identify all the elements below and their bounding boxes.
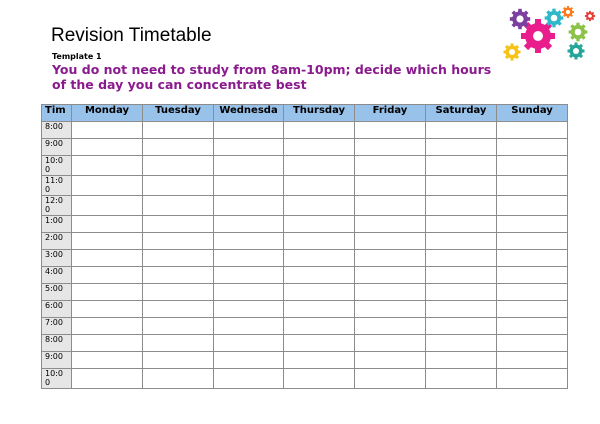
- time-column-header: Tim: [42, 105, 72, 122]
- timetable-cell[interactable]: [355, 369, 426, 389]
- timetable-cell[interactable]: [143, 122, 214, 139]
- timetable-cell[interactable]: [143, 176, 214, 196]
- timetable-cell[interactable]: [426, 216, 497, 233]
- timetable-cell[interactable]: [426, 335, 497, 352]
- timetable-cell[interactable]: [284, 216, 355, 233]
- timetable-cell[interactable]: [72, 216, 143, 233]
- timetable-cell[interactable]: [497, 267, 568, 284]
- day-header-friday: Friday: [355, 105, 426, 122]
- timetable-cell[interactable]: [284, 369, 355, 389]
- table-row: [42, 250, 568, 267]
- timetable-cell[interactable]: [497, 196, 568, 216]
- timetable-cell[interactable]: [143, 250, 214, 267]
- timetable-cell[interactable]: [284, 139, 355, 156]
- timetable-cell[interactable]: [143, 139, 214, 156]
- table-row: [42, 352, 568, 369]
- timetable-cell[interactable]: [497, 176, 568, 196]
- timetable-cell[interactable]: [214, 176, 284, 196]
- timetable-cell[interactable]: [355, 284, 426, 301]
- table-row: [42, 233, 568, 250]
- timetable-cell[interactable]: [355, 335, 426, 352]
- timetable-cell[interactable]: [284, 250, 355, 267]
- time-slot-label: 9:00: [42, 139, 72, 156]
- timetable-cell[interactable]: [284, 318, 355, 335]
- timetable-cell[interactable]: [284, 352, 355, 369]
- table-row: [42, 176, 568, 196]
- timetable-cell[interactable]: [72, 369, 143, 389]
- time-slot-label: 11:0 0: [42, 176, 72, 196]
- time-slot-label: 10:0 0: [42, 156, 72, 176]
- timetable-cell[interactable]: [72, 284, 143, 301]
- time-slot-label: 7:00: [42, 318, 72, 335]
- timetable-cell[interactable]: [214, 369, 284, 389]
- timetable-cell[interactable]: [214, 156, 284, 176]
- table-row: [42, 301, 568, 318]
- timetable-cell[interactable]: [72, 301, 143, 318]
- timetable-cell[interactable]: [284, 335, 355, 352]
- timetable-cell[interactable]: [72, 196, 143, 216]
- timetable-cell[interactable]: [284, 122, 355, 139]
- timetable-cell[interactable]: [143, 156, 214, 176]
- template-label: Template 1: [52, 52, 102, 61]
- timetable-cell[interactable]: [497, 284, 568, 301]
- timetable-cell[interactable]: [214, 122, 284, 139]
- time-slot-label: 12:0 0: [42, 196, 72, 216]
- timetable-cell[interactable]: [355, 176, 426, 196]
- timetable-cell[interactable]: [72, 250, 143, 267]
- timetable-cell[interactable]: [284, 156, 355, 176]
- table-row: [42, 196, 568, 216]
- time-slot-label: 9:00: [42, 352, 72, 369]
- time-slot-label: 3:00: [42, 250, 72, 267]
- table-row: [42, 156, 568, 176]
- timetable-cell[interactable]: [72, 267, 143, 284]
- timetable-cell[interactable]: [214, 335, 284, 352]
- timetable-cell[interactable]: [497, 122, 568, 139]
- timetable-cell[interactable]: [143, 301, 214, 318]
- timetable-cell[interactable]: [284, 176, 355, 196]
- page-title: Revision Timetable: [51, 25, 212, 46]
- header-row: [42, 105, 568, 122]
- timetable-cell[interactable]: [284, 301, 355, 318]
- timetable-cell[interactable]: [355, 216, 426, 233]
- table-row: [42, 216, 568, 233]
- timetable-cell[interactable]: [355, 318, 426, 335]
- day-header-sunday: Sunday: [497, 105, 568, 122]
- timetable-cell[interactable]: [497, 156, 568, 176]
- day-header-wednesday: Wednesda: [214, 105, 284, 122]
- timetable-cell[interactable]: [497, 301, 568, 318]
- timetable: [41, 104, 568, 389]
- gears-icon: [496, 2, 598, 70]
- instruction-text: You do not need to study from 8am-10pm; decide which hours of the day you can concentrate best: [52, 62, 492, 92]
- timetable-cell[interactable]: [214, 301, 284, 318]
- timetable-cell[interactable]: [426, 139, 497, 156]
- time-slot-label: 4:00: [42, 267, 72, 284]
- timetable-cell[interactable]: [426, 156, 497, 176]
- timetable-cell[interactable]: [214, 216, 284, 233]
- timetable-cell[interactable]: [143, 352, 214, 369]
- timetable-cell[interactable]: [426, 267, 497, 284]
- timetable-cell[interactable]: [214, 250, 284, 267]
- timetable-cell[interactable]: [355, 139, 426, 156]
- timetable-cell[interactable]: [72, 122, 143, 139]
- table-row: [42, 284, 568, 301]
- table-row: [42, 139, 568, 156]
- timetable-cell[interactable]: [426, 301, 497, 318]
- timetable-cell[interactable]: [72, 352, 143, 369]
- timetable-cell[interactable]: [214, 284, 284, 301]
- timetable-cell[interactable]: [214, 139, 284, 156]
- timetable-cell[interactable]: [72, 176, 143, 196]
- timetable-cell[interactable]: [214, 267, 284, 284]
- timetable-cell[interactable]: [143, 369, 214, 389]
- day-header-saturday: Saturday: [426, 105, 497, 122]
- day-header-monday: Monday: [72, 105, 143, 122]
- timetable-cell[interactable]: [143, 335, 214, 352]
- timetable-cell[interactable]: [426, 250, 497, 267]
- timetable-cell[interactable]: [426, 352, 497, 369]
- timetable-cell[interactable]: [497, 352, 568, 369]
- timetable-cell[interactable]: [355, 196, 426, 216]
- timetable-cell[interactable]: [497, 233, 568, 250]
- timetable-cell[interactable]: [143, 216, 214, 233]
- timetable-cell[interactable]: [143, 233, 214, 250]
- timetable-cell[interactable]: [284, 267, 355, 284]
- timetable-cell[interactable]: [355, 267, 426, 284]
- day-header-tuesday: Tuesday: [143, 105, 214, 122]
- table-row: [42, 318, 568, 335]
- timetable-cell[interactable]: [355, 352, 426, 369]
- timetable-cell[interactable]: [355, 250, 426, 267]
- timetable-cell[interactable]: [497, 250, 568, 267]
- timetable-cell[interactable]: [426, 318, 497, 335]
- table-row: [42, 335, 568, 352]
- timetable-cell[interactable]: [143, 318, 214, 335]
- timetable-cell[interactable]: [426, 176, 497, 196]
- table-row: [42, 122, 568, 139]
- timetable-cell[interactable]: [426, 369, 497, 389]
- timetable-cell[interactable]: [426, 196, 497, 216]
- timetable-cell[interactable]: [72, 156, 143, 176]
- timetable-cell[interactable]: [355, 156, 426, 176]
- timetable-cell[interactable]: [497, 139, 568, 156]
- timetable-cell[interactable]: [72, 139, 143, 156]
- timetable-cell[interactable]: [355, 122, 426, 139]
- table-row: [42, 369, 568, 389]
- timetable-cell[interactable]: [426, 233, 497, 250]
- timetable-cell[interactable]: [143, 196, 214, 216]
- timetable-cell[interactable]: [284, 284, 355, 301]
- time-slot-label: 5:00: [42, 284, 72, 301]
- timetable-cell[interactable]: [214, 233, 284, 250]
- timetable-cell[interactable]: [72, 233, 143, 250]
- timetable-cell[interactable]: [355, 301, 426, 318]
- timetable-cell[interactable]: [497, 216, 568, 233]
- timetable-cell[interactable]: [214, 352, 284, 369]
- timetable-cell[interactable]: [284, 196, 355, 216]
- time-slot-label: 2:00: [42, 233, 72, 250]
- timetable-cell[interactable]: [355, 233, 426, 250]
- timetable-cell[interactable]: [497, 318, 568, 335]
- day-header-thursday: Thursday: [284, 105, 355, 122]
- timetable-cell[interactable]: [497, 369, 568, 389]
- timetable-cell[interactable]: [143, 284, 214, 301]
- timetable-cell[interactable]: [72, 335, 143, 352]
- time-slot-label: 6:00: [42, 301, 72, 318]
- time-slot-label: 8:00: [42, 335, 72, 352]
- timetable-cell[interactable]: [214, 318, 284, 335]
- timetable-cell[interactable]: [497, 335, 568, 352]
- time-slot-label: 10:0 0: [42, 369, 72, 389]
- timetable-cell[interactable]: [284, 233, 355, 250]
- timetable-cell[interactable]: [426, 284, 497, 301]
- time-slot-label: 8:00: [42, 122, 72, 139]
- timetable-cell[interactable]: [72, 318, 143, 335]
- time-slot-label: 1:00: [42, 216, 72, 233]
- timetable-cell[interactable]: [426, 122, 497, 139]
- timetable-cell[interactable]: [214, 196, 284, 216]
- table-row: [42, 267, 568, 284]
- timetable-cell[interactable]: [143, 267, 214, 284]
